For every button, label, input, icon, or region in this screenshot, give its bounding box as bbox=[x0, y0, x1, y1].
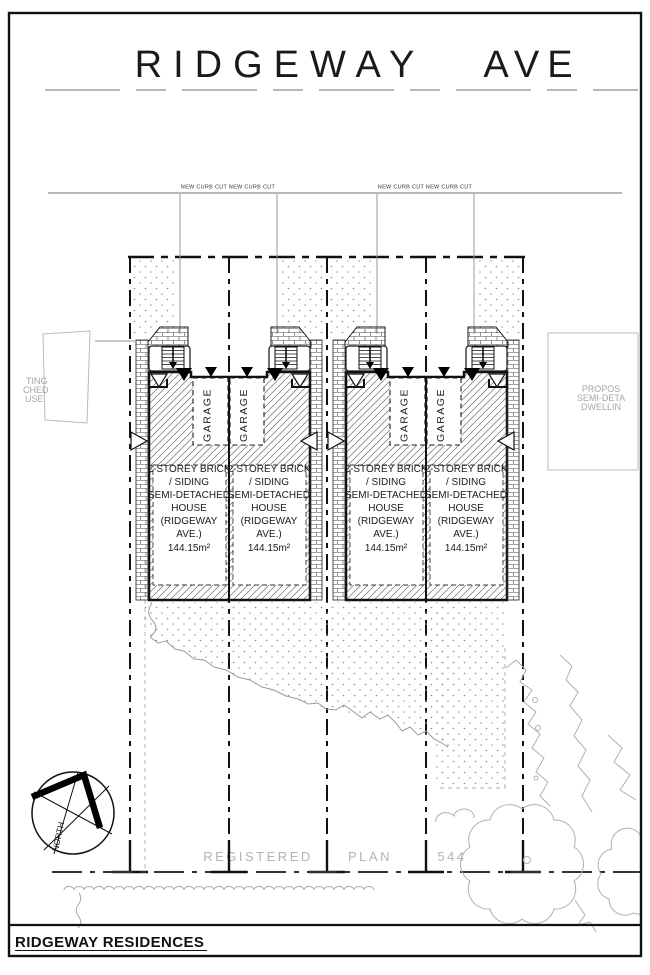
hedge bbox=[64, 887, 374, 929]
svg-text:PROPOS: PROPOS bbox=[581, 384, 621, 394]
svg-text:AVE.): AVE.) bbox=[256, 529, 282, 540]
garage-label: GARAGE bbox=[238, 388, 250, 442]
neighbor-house-left bbox=[43, 331, 90, 423]
svg-text:HOUSE: HOUSE bbox=[171, 503, 207, 514]
front-lawn-stipple bbox=[132, 259, 178, 333]
svg-text:2-STOREY BRICK: 2-STOREY BRICK bbox=[227, 464, 311, 475]
shrub-outline bbox=[608, 735, 636, 800]
tree-trunk bbox=[533, 698, 538, 703]
sheet-border bbox=[9, 13, 641, 956]
brick-side-wall bbox=[136, 340, 148, 600]
backyard-stipple bbox=[436, 602, 504, 788]
svg-text:HOUSE: HOUSE bbox=[251, 503, 287, 514]
tree-trunk bbox=[524, 857, 531, 864]
north-label: NORTH bbox=[50, 820, 67, 853]
shrub-outline bbox=[575, 900, 596, 932]
svg-text:144.15m²: 144.15m² bbox=[247, 543, 291, 554]
svg-text:SEMI-DETA: SEMI-DETA bbox=[576, 393, 626, 403]
building-pair-1 bbox=[131, 185, 325, 873]
svg-text:CHED: CHED bbox=[23, 385, 49, 395]
svg-text:DWELLIN: DWELLIN bbox=[580, 402, 622, 412]
shrub-outline bbox=[436, 809, 474, 822]
street-suffix: AVE bbox=[483, 44, 581, 86]
plan-label: PLAN bbox=[348, 849, 392, 864]
svg-text:AVE.): AVE.) bbox=[176, 529, 202, 540]
svg-text:SEMI-DETACHED: SEMI-DETACHED bbox=[147, 490, 231, 501]
shrub-outline bbox=[506, 660, 550, 806]
svg-text:(RIDGEWAY: (RIDGEWAY bbox=[160, 516, 218, 527]
front-lawn-stipple bbox=[279, 259, 325, 333]
svg-text:/ SIDING: / SIDING bbox=[248, 477, 290, 488]
tree-trunk bbox=[534, 776, 538, 780]
hedge-line bbox=[76, 893, 81, 928]
north-compass bbox=[32, 772, 114, 854]
street-name: RIDGEWAY bbox=[134, 44, 426, 86]
backyard-stipple bbox=[140, 602, 450, 748]
tree-trunk bbox=[536, 726, 541, 731]
title-block bbox=[9, 13, 641, 956]
plan-number: 544 bbox=[437, 849, 467, 864]
north-arrow-icon bbox=[32, 775, 100, 828]
svg-text:TING: TING bbox=[26, 376, 48, 386]
svg-text:SEMI-DETACHED: SEMI-DETACHED bbox=[227, 490, 311, 501]
curb-cut-label: NEW CURB CUT bbox=[228, 184, 276, 191]
curb-cut-label: NEW CURB CUT bbox=[180, 184, 228, 191]
svg-text:2-STOREY BRICK: 2-STOREY BRICK bbox=[147, 464, 231, 475]
svg-text:/ SIDING: / SIDING bbox=[168, 477, 210, 488]
neighbor-right-label bbox=[577, 384, 625, 412]
stairs-icon bbox=[162, 347, 184, 369]
svg-text:USE: USE bbox=[25, 394, 44, 404]
brick-side-wall bbox=[310, 340, 322, 600]
hedge-line bbox=[64, 887, 374, 891]
garage-door-marker-icon bbox=[241, 367, 253, 377]
road bbox=[45, 44, 638, 193]
garage-door-marker-icon bbox=[205, 367, 217, 377]
registered-label: REGISTERED bbox=[203, 849, 313, 864]
stairs-icon bbox=[275, 347, 297, 369]
shrub-outline bbox=[560, 655, 592, 812]
svg-text:(RIDGEWAY: (RIDGEWAY bbox=[240, 516, 298, 527]
garage-label: GARAGE bbox=[201, 388, 214, 442]
backyard bbox=[140, 602, 505, 788]
sheet-title: RIDGEWAY RESIDENCES bbox=[15, 934, 205, 951]
svg-text:144.15m²: 144.15m² bbox=[167, 543, 211, 554]
